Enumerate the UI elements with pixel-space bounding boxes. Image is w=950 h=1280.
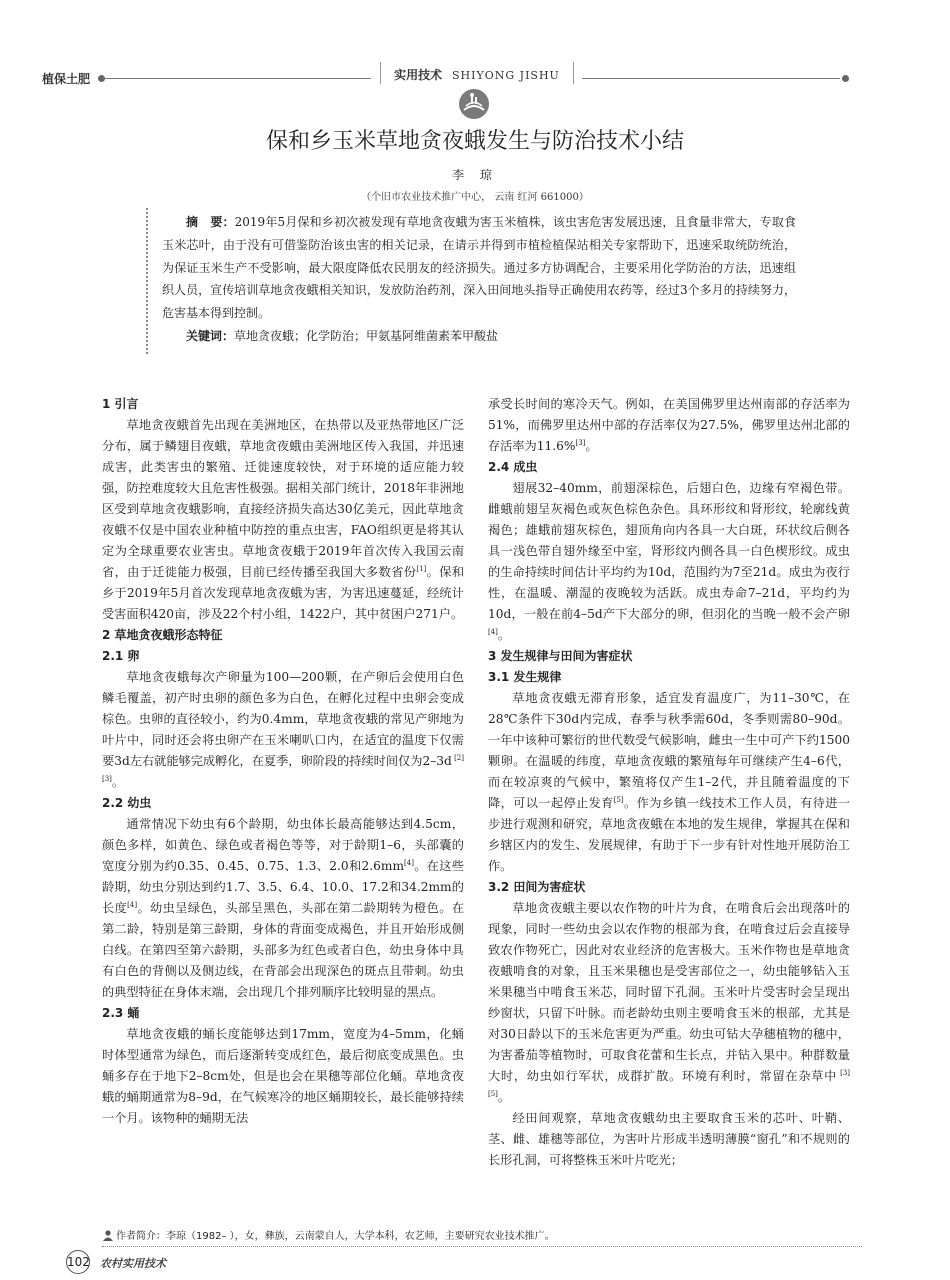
citation: [4] bbox=[404, 858, 414, 867]
keywords-paragraph bbox=[162, 325, 796, 348]
page-number: 102 bbox=[66, 1250, 90, 1274]
author-affiliation: （个旧市农业技术推广中心， 云南 红河 661000） bbox=[361, 192, 589, 203]
paragraph-intro: 草地贪夜蛾首先出现在美洲地区，在热带以及亚热带地区广泛分布，属于鳞翅目夜蛾，草地贪夜蛾由美洲地区传入我国，并迅速成害，此类害虫的繁殖、迁徙速度较快，对于环境的适应能力较强，防控难度较大且危害性极强。据相关部门统计，2018年非洲地区受到草地贪夜蛾影响，直接经济损失高达30亿美元，因此草地贪夜蛾不仅是中国农业种植中防控的重点虫害，FAO组织更是将其认定为全球重要农业害虫。草地贪夜蛾于2019年首次传入我国云南省，由于迁徙能力极强，目前已经传播至我国大多数省份[1]。保和乡于2019年5月首次发现草地贪夜蛾为害，为害迅速蔓延，经统计受害面积420亩，涉及22个村小组，1422户，其中贫困户271户。 bbox=[102, 418, 465, 621]
abstract-paragraph bbox=[162, 211, 796, 325]
citation: [3] bbox=[575, 438, 586, 447]
paragraph-egg: 草地贪夜蛾每次产卵量为100—200颗，在产卵后会使用白色鳞毛覆盖，初产时虫卵的颜色多为白色，在孵化过程中虫卵会变成棕色。虫卵的直径较小，约为0.4mm，草地贪夜蛾的常见产卵地为叶片中，同时还会将虫卵产在玉米喇叭口内，在适宜的温度下仅需要3d左右就能够完成孵化，在夏季，卵阶段的持续时间仅为2–3d [2][3]。 bbox=[102, 670, 464, 789]
author-note: 作者简介：李琼（1982– ），女，彝族，云南蒙自人，大学本科，农艺师，主要研究农业技术推广。 bbox=[116, 1231, 555, 1242]
column-emblem-icon bbox=[458, 88, 490, 120]
heading-2-2: 2.2 幼虫 bbox=[102, 796, 152, 810]
paragraph-occurrence: 草地贪夜蛾无滞育形象，适宜发育温度广，为11–30℃，在28℃条件下30d内完成，春季与秋季需60d，冬季则需80–90d。一年中该种可繁衍的世代数受气候影响，雌虫一生中可产下约1500颗卵。在温暖的纬度，草地贪夜蛾的繁殖每年可继续产生4–6代，而在较凉爽的气候中，繁殖将仅产生1–2代，并且随着温度的下降，可以一起停止发育[5]。作为乡镇一线技术工作人员，有待进一步进行观测和研究，草地贪夜蛾在本地的发生规律，掌握其在保和乡辖区内的发生、发展规律，有助于下一步有针对性地开展防治工作。 bbox=[488, 691, 851, 873]
paragraph-pupa: 草地贪夜蛾的蛹长度能够达到17mm，宽度为4–5mm，化蛹时体型通常为绿色，而后逐渐转变成红色，最后彻底变成黑色。虫蛹多存在于地下2–8cm处，但是也会在果穗等部位化蛹。草地贪夜蛾的蛹期通常为8–9d，在气候寒冷的地区蛹期较长，最长能够持续一个月。该物种的蛹期无法 bbox=[102, 1027, 464, 1125]
section-tag: 植保土肥 bbox=[42, 72, 91, 86]
citation: [5] bbox=[613, 795, 624, 804]
journal-name: 农村实用技术 bbox=[100, 1257, 166, 1270]
article-author: 李 琼 bbox=[452, 168, 498, 182]
heading-3-1: 3.1 发生规律 bbox=[488, 670, 562, 684]
paragraph-damage: 草地贪夜蛾主要以农作物的叶片为食，在啃食后会出现落叶的现象，同时一些幼虫会以农作物的根部为食，在啃食过后会直接导致农作物死亡，因此对农业经济的危害极大。玉米作物也是草地贪夜蛾啃食的对象，且玉米果穗也是受害部位之一，幼虫能够钻入玉米果穗当中啃食玉米芯，同时留下孔洞。玉米叶片受害时会呈现出纱窗状，只留下叶脉。而老龄幼虫则主要啃食玉米的根部，尤其是对30日龄以下的玉米危害更为严重。幼虫可钻大孕穗植物的穗中，为害番茄等植物时，可取食花蕾和生长点，并钻入果中。种群数量大时，幼虫如行军状，成群扩散。环境有利时，常留在杂草中 [3] [5]。 bbox=[488, 901, 851, 1104]
article-title: 保和乡玉米草地贪夜蛾发生与防治技术小结 bbox=[265, 129, 684, 154]
heading-2-3: 2.3 蛹 bbox=[102, 1006, 140, 1020]
header-rule-right bbox=[582, 78, 840, 79]
abstract-label: 摘 要： bbox=[186, 215, 235, 229]
keywords-text: 草地贪夜蛾；化学防治；甲氨基阿维菌素苯甲酸盐 bbox=[234, 328, 499, 343]
page-header bbox=[0, 66, 950, 106]
column-name-en: SHIYONG JISHU bbox=[452, 69, 560, 82]
citation: [2][3] bbox=[102, 753, 464, 783]
author-footnote bbox=[102, 1227, 862, 1242]
citation: [1] bbox=[416, 564, 427, 573]
paragraph-pupa-continued: 承受长时间的寒冷天气。例如，在美国佛罗里达州南部的存活率为51%，而佛罗里达州中部的存活率仅为27.5%，佛罗里达州北部的存活率为11.6%[3]。 bbox=[488, 397, 850, 453]
paragraph-larva: 通常情况下幼虫有6个龄期，幼虫体长最高能够达到4.5cm，颜色多样，如黄色、绿色或者褐色等等，对于龄期1–6，头部囊的宽度分别为约0.35、0.45、0.75、1.3、2.0和2.6mm[4]。在这些龄期，幼虫分别达到约1.7、3.5、6.4、10.0、17.2和34.2mm的长度[4]。幼虫呈绿色，头部呈黑色，头部在第二龄期转为橙色。在第二龄，特别是第三龄期，身体的背面变成褐色，并且开始形成侧白线。在第四至第六龄期，头部多为红色或者白色，幼虫身体中具有白色的背侧以及侧边线，在背部会出现深色的斑点且带刺。幼虫的典型特征在身体末端，会出现几个排列顺序比较明显的黑点。 bbox=[102, 817, 465, 999]
author-icon bbox=[102, 1229, 114, 1241]
citation: [4] bbox=[488, 627, 498, 636]
abstract-text: 2019年5月保和乡初次被发现有草地贪夜蛾为害玉米植株，该虫害危害发展迅速，且食量非常大，专取食玉米芯叶，由于没有可借鉴防治该虫害的相关记录，在请示并得到市植检植保站相关专家帮助下，迅速采取统防统治，为保证玉米生产不受影响，最大限度降低农民朋友的经济损失。通过多方协调配合，主要采用化学防治的方法，迅速组织人员，宣传培训草地贪夜蛾相关知识，发放防治药剂，深入田间地头指导正确使用农药等，经过3个多月的持续努力，危害基本得到控制。 bbox=[162, 215, 796, 321]
heading-2-4: 2.4 成虫 bbox=[488, 460, 538, 474]
heading-2-1: 2.1 卵 bbox=[102, 649, 140, 663]
paragraph-adult: 翅展32–40mm，前翅深棕色，后翅白色，边缘有窄褐色带。雌蛾前翅呈灰褐色或灰色棕色杂色。具环形纹和肾形纹，轮廓线黄褐色；雄蛾前翅灰棕色，翅顶角向内各具一大白斑，环状纹后侧各具一浅色带自翅外缘至中室，肾形纹内侧各具一白色楔形纹。成虫的生命持续时间估计平均约为10d，范围约为7至21d。成虫为夜行性，在温暖、潮湿的夜晚较为活跃。成虫寿命7–21d，平均约为10d，一般在前4–5d产下大部分的卵，但羽化的当晚一般不会产卵[4]。 bbox=[488, 481, 850, 642]
heading-3: 3 发生规律与田间为害症状 bbox=[488, 649, 633, 663]
header-dot-right bbox=[842, 75, 849, 82]
citation: [3] [5] bbox=[488, 1068, 851, 1098]
header-rule-left bbox=[103, 78, 371, 79]
column-name-cn: 实用技术 bbox=[394, 68, 443, 82]
heading-3-2: 3.2 田间为害症状 bbox=[488, 880, 586, 894]
body-column-right bbox=[488, 394, 850, 1171]
citation: [4] bbox=[127, 900, 138, 909]
keywords-label: 关键词： bbox=[186, 328, 235, 343]
footer-rule bbox=[102, 1246, 862, 1247]
abstract-block bbox=[146, 208, 796, 354]
heading-1: 1 引言 bbox=[102, 397, 139, 411]
heading-2: 2 草地贪夜蛾形态特征 bbox=[102, 628, 223, 642]
body-column-left bbox=[102, 394, 464, 1129]
column-tag bbox=[380, 66, 574, 83]
paragraph-field-observation: 经田间观察，草地贪夜蛾幼虫主要取食玉米的芯叶、叶鞘、茎、雌、雄穗等部位，为害叶片形成半透明薄膜“窗孔”和不规则的长形孔洞，可将整株玉米叶片吃光； bbox=[488, 1111, 850, 1167]
